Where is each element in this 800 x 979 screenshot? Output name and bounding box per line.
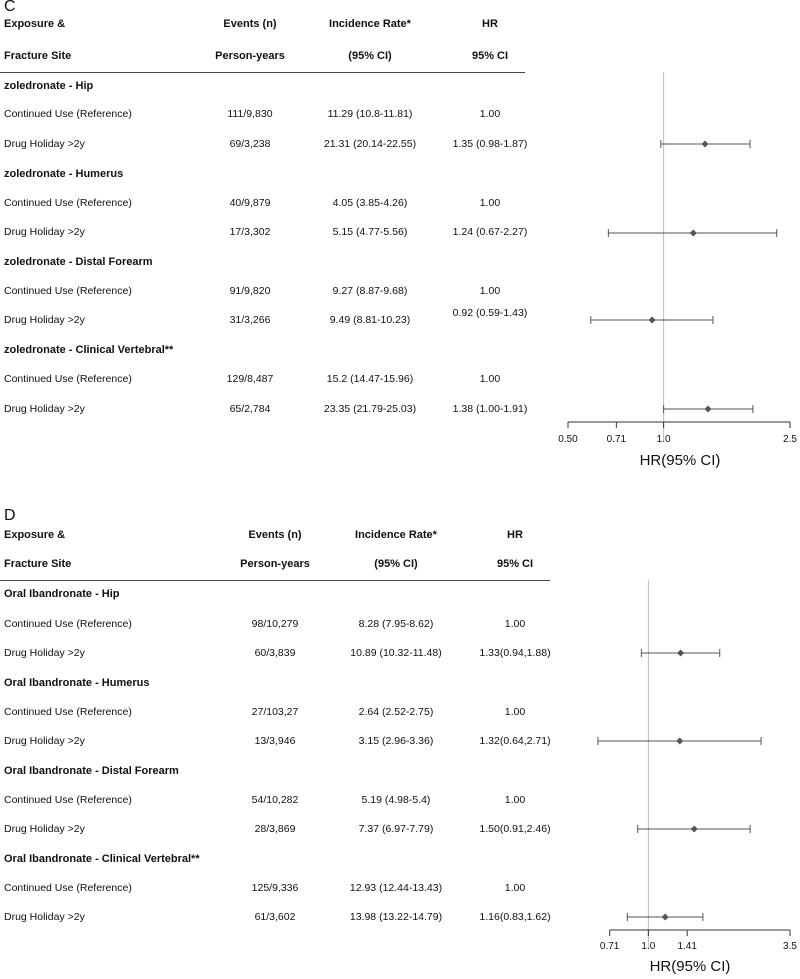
row-hr: 1.00 [479,373,501,385]
row-rate: 12.93 (12.44-13.43) [349,882,443,894]
row-label: Drug Holiday >2y [4,226,85,238]
row-events: 13/3,946 [254,735,296,747]
row-label: Drug Holiday >2y [4,735,85,747]
row-label: Drug Holiday >2y [4,823,85,835]
x-axis-title: HR(95% CI) [639,452,721,469]
header-person-years: Person-years [240,558,310,570]
header-fracture-site: Fracture Site [4,558,72,570]
row-hr: 1.24 (0.67-2.27) [452,226,528,238]
row-rate: 4.05 (3.85-4.26) [332,197,408,209]
x-tick-label: 0.71 [606,434,627,445]
panel-letter-d: D [4,507,16,524]
row-hr: 1.00 [504,618,526,630]
row-events: 129/8,487 [226,373,274,385]
x-tick-label: 0.71 [599,941,620,952]
group-title: zoledronate - Distal Forearm [4,256,153,268]
group-title: Oral Ibandronate - Distal Forearm [4,765,179,777]
row-label: Continued Use (Reference) [4,197,132,209]
header-hr-ci: 95% CI [471,50,509,62]
row-events: 60/3,839 [254,647,296,659]
row-label: Continued Use (Reference) [4,618,132,630]
row-rate: 5.19 (4.98-5.4) [361,794,431,806]
row-rate: 2.64 (2.52-2.75) [358,706,434,718]
row-hr: 1.35 (0.98-1.87) [452,138,528,150]
row-hr: 1.33(0.94,1.88) [479,647,551,659]
row-hr: 1.38 (1.00-1.91) [452,403,528,415]
row-label: Drug Holiday >2y [4,138,85,150]
row-rate: 21.31 (20.14-22.55) [323,138,417,150]
header-hr: HR [507,529,523,541]
row-events: 28/3,869 [254,823,296,835]
group-title: Oral Ibandronate - Clinical Vertebral** [4,853,200,865]
hr-point-estimate [702,141,709,148]
row-rate: 10.89 (10.32-11.48) [350,647,442,659]
row-label: Drug Holiday >2y [4,647,85,659]
row-hr: 1.32(0.64,2.71) [479,735,551,747]
hr-point-estimate [676,738,683,745]
row-rate: 23.35 (21.79-25.03) [323,403,417,415]
header-incidence-rate: Incidence Rate* [355,529,437,541]
header-rate-ci: (95% CI) [374,558,418,570]
row-hr: 1.16(0.83,1.62) [479,911,551,923]
row-events: 17/3,302 [229,226,271,238]
row-hr: 1.00 [504,794,526,806]
row-label: Continued Use (Reference) [4,882,132,894]
x-tick-label: 3.5 [783,941,797,952]
row-label: Continued Use (Reference) [4,108,132,120]
row-events: 91/9,820 [229,285,271,297]
hr-point-estimate [649,317,656,324]
x-tick-label: 1.41 [677,941,697,952]
header-person-years: Person-years [215,50,285,62]
row-rate: 11.29 (10.8-11.81) [327,108,413,120]
group-title: zoledronate - Hip [4,80,94,92]
row-label: Continued Use (Reference) [4,285,132,297]
header-fracture-site: Fracture Site [4,50,72,62]
row-events: 125/9,336 [251,882,299,894]
hr-point-estimate [677,650,684,657]
row-events: 61/3,602 [254,911,296,923]
hr-point-estimate [662,914,669,921]
header-events: Events (n) [248,529,302,541]
hr-point-estimate [690,230,697,237]
row-rate: 5.15 (4.77-5.56) [332,226,408,238]
x-tick-label: 1.0 [641,941,656,952]
row-hr: 1.00 [479,197,501,209]
row-label: Drug Holiday >2y [4,314,85,326]
row-hr: 1.00 [479,108,501,120]
row-rate: 13.98 (13.22-14.79) [349,911,443,923]
group-title: zoledronate - Clinical Vertebral** [4,344,174,356]
group-title: Oral Ibandronate - Humerus [4,677,150,689]
header-events: Events (n) [223,18,277,30]
row-label: Drug Holiday >2y [4,911,85,923]
hr-point-estimate [705,406,712,413]
x-tick-label: 2.5 [783,434,797,445]
row-label: Continued Use (Reference) [4,794,132,806]
row-label: Continued Use (Reference) [4,373,132,385]
row-hr: 1.00 [504,882,526,894]
row-rate: 7.37 (6.97-7.79) [358,823,434,835]
row-events: 31/3,266 [229,314,271,326]
row-label: Continued Use (Reference) [4,706,132,718]
row-events: 69/3,238 [229,138,271,150]
x-tick-label: 0.50 [558,434,578,445]
row-rate: 8.28 (7.95-8.62) [358,618,434,630]
row-events: 111/9,830 [227,108,273,120]
header-hr-ci: 95% CI [496,558,534,570]
row-hr: 1.00 [479,285,501,297]
row-rate: 3.15 (2.96-3.36) [358,735,434,747]
x-axis-title: HR(95% CI) [649,958,731,975]
panel-letter-c: C [4,0,16,15]
row-events: 54/10,282 [251,794,299,806]
row-events: 98/10,279 [251,618,299,630]
row-hr: 0.92 (0.59-1.43) [452,307,528,319]
row-events: 65/2,784 [229,403,271,415]
header-hr: HR [482,18,498,30]
row-rate: 15.2 (14.47-15.96) [326,373,414,385]
row-hr: 1.00 [504,706,526,718]
row-events: 27/103,27 [251,706,299,718]
hr-point-estimate [691,826,698,833]
group-title: Oral Ibandronate - Hip [4,588,120,600]
row-hr: 1.50(0.91,2.46) [479,823,551,835]
header-exposure: Exposure & [4,529,66,541]
row-events: 40/9,879 [229,197,271,209]
row-rate: 9.49 (8.81-10.23) [329,314,411,326]
x-tick-label: 1.0 [656,434,671,445]
row-rate: 9.27 (8.87-9.68) [332,285,408,297]
header-incidence-rate: Incidence Rate* [329,18,411,30]
group-title: zoledronate - Humerus [4,168,124,180]
row-label: Drug Holiday >2y [4,403,85,415]
header-exposure: Exposure & [4,18,66,30]
header-rate-ci: (95% CI) [348,50,392,62]
